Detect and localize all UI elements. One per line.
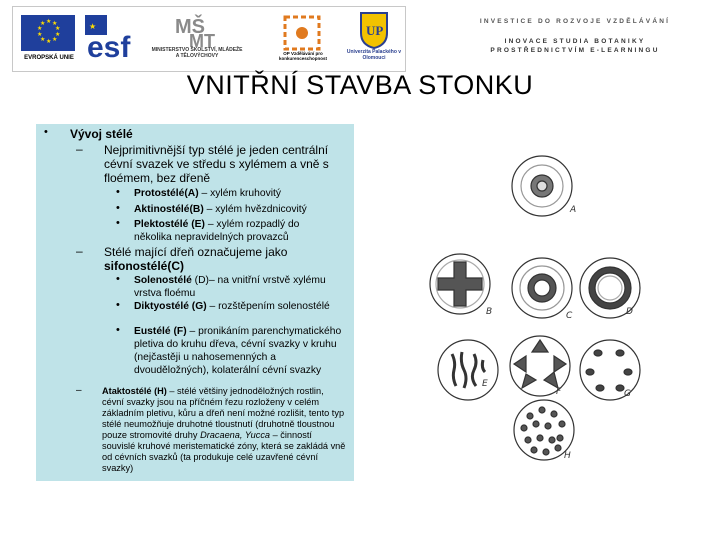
para-sifonostele: Stélé mající dřeň označujeme jako sifonostélé(C) <box>104 245 288 273</box>
eu-flag-icon <box>21 15 75 51</box>
msmt-label: MINISTERSTVO ŠKOLSTVÍ, MLÁDEŽE A TĚLOVÝCHOVY <box>151 47 243 59</box>
svg-text:MT: MT <box>189 31 215 51</box>
para-ataktostele: Ataktostélé (H) – stélé většiny jednoděložných rostlin, cévní svazky jsou na příčném řezu rozloženy v celém základním pletivu, kůru a dřeň není možné rozlišit, tento typ stélé neumožňuje druhotné tloustnutí (druhotně tloustnou pouze stromovité druhy Dracaena, Yucca – činností souvislé kruhové meristematické zóny, která se zakládá vně od cévních svazků (ta produkuje celé uzavřené cévní svazky) <box>102 386 346 473</box>
figure-label-e: E <box>482 379 488 389</box>
figure-label-b: B <box>486 307 493 317</box>
svg-text:★: ★ <box>37 25 43 32</box>
logo-banner <box>12 6 406 72</box>
figure-label-a: A <box>570 205 577 215</box>
text-panel <box>36 124 354 481</box>
svg-text:★: ★ <box>89 22 97 31</box>
item-plektostele: Plektostélé (E) – xylém rozpadlý do několika nepravidelných provazců <box>134 219 300 243</box>
figure-label-g: G <box>624 389 631 399</box>
bullet-dot: • <box>116 186 120 198</box>
dash-marker: – <box>76 385 82 396</box>
header-line-prostrednictvim: PROSTŘEDNICTVÍM E-LEARNINGU <box>490 47 660 54</box>
bullet-dot: • <box>116 299 120 311</box>
figure-label-f: F <box>556 387 562 397</box>
svg-text:MŠ: MŠ <box>175 16 205 38</box>
svg-text:★: ★ <box>46 18 52 25</box>
item-aktinostele: Aktinostélé(B) – xylém hvězdnicovitý <box>134 204 307 215</box>
bullet-dot: • <box>116 324 120 336</box>
esf-logo-icon <box>83 13 153 61</box>
figure-label-c: C <box>566 311 573 321</box>
figure-label-h: H <box>564 451 571 461</box>
bullet-dot: • <box>44 126 48 138</box>
op-label: OP Vzdělávání pro konkurenceschopnost <box>278 51 327 61</box>
svg-text:★: ★ <box>46 38 52 45</box>
item-protostele: Protostélé(A) – xylém kruhovitý <box>134 188 282 199</box>
svg-text:★: ★ <box>52 20 58 27</box>
bullet-dot: • <box>116 202 120 214</box>
svg-text:★: ★ <box>55 25 61 32</box>
item-diktyostele: Diktyostélé (G) – rozštěpením solenostélé <box>134 301 330 312</box>
item-eustele: Eustélé (F) – pronikáním parenchymatického pletiva do kruhu dřeva, cévní svazky v kruhu (nejčastěji u nahosemenných a dvouděložných), kolaterální cévní svazky <box>134 326 342 376</box>
dash-marker: – <box>76 142 83 156</box>
svg-text:★: ★ <box>52 36 58 43</box>
up-logo-icon <box>359 11 389 49</box>
up-label: Univerzita Palackého v Olomouci <box>346 49 402 61</box>
heading-vyvoj-stele: Vývoj stélé <box>70 127 133 141</box>
svg-text:★: ★ <box>40 20 46 27</box>
item-solenostele: Solenostélé (D)– na vnitřní vrstvě xylému vrstva floému <box>134 275 326 299</box>
stele-types-figure <box>420 148 680 478</box>
header-line-investice: INVESTICE DO ROZVOJE VZDĚLÁVÁNÍ <box>479 18 671 25</box>
header-line-inovace: INOVACE STUDIA BOTANIKY <box>504 38 646 45</box>
op-logo-icon <box>281 13 323 53</box>
svg-text:★: ★ <box>40 36 46 43</box>
slide-title: VNITŘNÍ STAVBA STONKU <box>186 70 534 100</box>
esf-label: esf <box>87 31 131 61</box>
svg-text:UP: UP <box>366 23 384 38</box>
para-primitivni: Nejprimitivnější typ stélé je jeden centrální cévní svazek ve středu s xylémem a vně s floémem, bez dřeně <box>104 143 329 185</box>
bullet-dot: • <box>116 273 120 285</box>
eu-label: EVROPSKÁ UNIE <box>24 55 74 61</box>
svg-text:★: ★ <box>37 31 43 38</box>
msmt-logo-icon <box>161 11 231 51</box>
dash-marker: – <box>76 244 83 258</box>
bullet-dot: • <box>116 217 120 229</box>
svg-text:★: ★ <box>55 31 61 38</box>
figure-label-d: D <box>626 307 633 317</box>
